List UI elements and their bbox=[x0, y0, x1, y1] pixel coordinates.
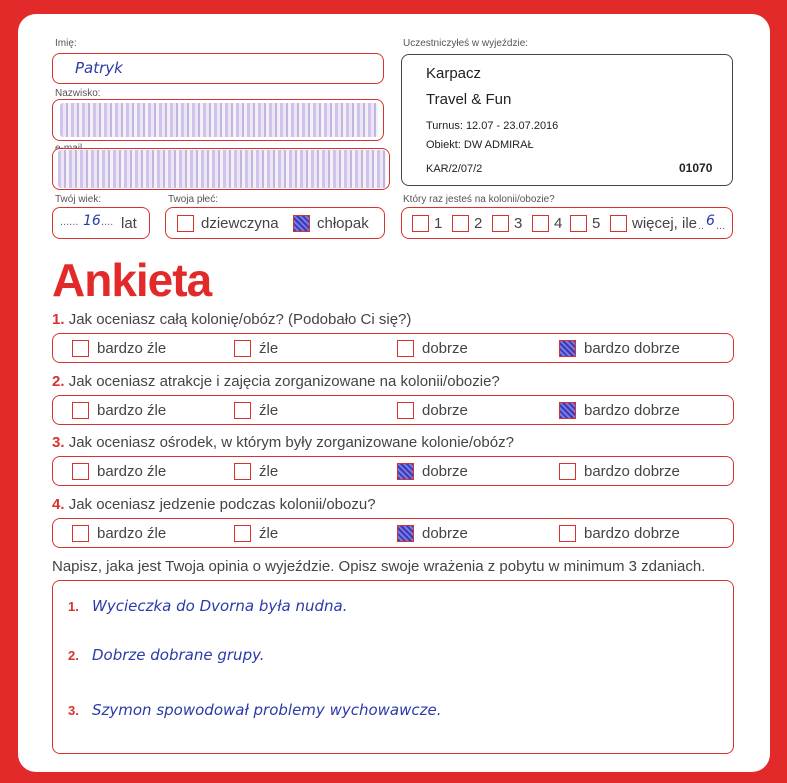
times-option-2-label: 2 bbox=[474, 215, 483, 232]
gender-male-label: chłopak bbox=[317, 215, 369, 232]
answer-4-option-2-checkbox[interactable] bbox=[234, 525, 251, 542]
surname-label: Nazwisko: bbox=[55, 88, 101, 99]
question-3 bbox=[52, 434, 514, 451]
answer-4-option-1-checkbox[interactable] bbox=[72, 525, 89, 542]
answer-3-option-1-checkbox[interactable] bbox=[72, 463, 89, 480]
age-dots-after: .... bbox=[101, 216, 114, 228]
trip-number: 01070 bbox=[679, 161, 713, 175]
answer-option-label: dobrze bbox=[422, 402, 468, 419]
redaction-email bbox=[58, 150, 386, 188]
answer-3-option-4-checkbox[interactable] bbox=[559, 463, 576, 480]
times-option-2-checkbox[interactable] bbox=[452, 215, 469, 232]
answer-4-option-4-checkbox[interactable] bbox=[559, 525, 576, 542]
opinion-prompt: Napisz, jaka jest Twoja opinia o wyjeździe. Opisz swoje wrażenia z pobytu w minimum 3 zdaniach. bbox=[52, 558, 706, 575]
answer-2-option-3-checkbox[interactable] bbox=[397, 402, 414, 419]
age-unit: lat bbox=[121, 215, 137, 232]
opinion-line-number: 1. bbox=[68, 599, 79, 614]
opinion-line-number: 2. bbox=[68, 648, 79, 663]
gender-label: Twoja płeć: bbox=[168, 194, 219, 205]
answer-option-label: bardzo źle bbox=[97, 525, 167, 542]
answer-1-option-2-checkbox[interactable] bbox=[234, 340, 251, 357]
name-label: Imię: bbox=[55, 38, 77, 49]
gender-female-checkbox[interactable] bbox=[177, 215, 194, 232]
question-number: 3. bbox=[52, 434, 65, 451]
gender-male-checkbox[interactable] bbox=[293, 215, 310, 232]
answer-option-label: źle bbox=[259, 402, 279, 419]
times-option-1-checkbox[interactable] bbox=[412, 215, 429, 232]
answer-option-label: źle bbox=[259, 525, 279, 542]
times-option-1-label: 1 bbox=[434, 215, 443, 232]
opinion-line-number: 3. bbox=[68, 703, 79, 718]
name-value: Patryk bbox=[75, 59, 123, 77]
answer-2-option-2-checkbox[interactable] bbox=[234, 402, 251, 419]
question-1 bbox=[52, 311, 411, 328]
opinion-line-2: Dobrze dobrane grupy. bbox=[92, 646, 265, 664]
answer-1-option-3-checkbox[interactable] bbox=[397, 340, 414, 357]
times-more-value: 6 bbox=[706, 213, 715, 229]
survey-title: Ankieta bbox=[52, 254, 212, 306]
answer-option-label: bardzo źle bbox=[97, 340, 167, 357]
answer-4-option-3-checkbox[interactable] bbox=[397, 525, 414, 542]
times-option-4-checkbox[interactable] bbox=[532, 215, 549, 232]
trip-obiekt: Obiekt: DW ADMIRAŁ bbox=[426, 139, 534, 151]
times-option-5-checkbox[interactable] bbox=[570, 215, 587, 232]
times-option-3-label: 3 bbox=[514, 215, 523, 232]
answer-1-option-4-checkbox[interactable] bbox=[559, 340, 576, 357]
times-more-checkbox[interactable] bbox=[610, 215, 627, 232]
question-number: 1. bbox=[52, 311, 65, 328]
question-4 bbox=[52, 496, 376, 513]
gender-female-label: dziewczyna bbox=[201, 215, 279, 232]
age-value: 16 bbox=[83, 213, 101, 229]
times-option-3-checkbox[interactable] bbox=[492, 215, 509, 232]
answer-option-label: źle bbox=[259, 463, 279, 480]
times-more-label: więcej, ile bbox=[632, 215, 698, 232]
question-text: Jak oceniasz całą kolonię/obóz? (Podobało Ci się?) bbox=[68, 311, 412, 328]
answer-option-label: dobrze bbox=[422, 463, 468, 480]
question-text: Jak oceniasz jedzenie podczas kolonii/obozu? bbox=[68, 496, 376, 513]
answer-option-label: dobrze bbox=[422, 525, 468, 542]
trip-city: Karpacz bbox=[426, 65, 482, 82]
opinion-line-3: Szymon spowodował problemy wychowawcze. bbox=[92, 701, 442, 719]
answer-3-option-2-checkbox[interactable] bbox=[234, 463, 251, 480]
question-2 bbox=[52, 373, 500, 390]
age-label: Twój wiek: bbox=[55, 194, 102, 205]
age-dots-before: ...... bbox=[60, 216, 79, 228]
answer-2-option-1-checkbox[interactable] bbox=[72, 402, 89, 419]
name-field[interactable] bbox=[52, 53, 384, 84]
question-number: 4. bbox=[52, 496, 65, 513]
question-number: 2. bbox=[52, 373, 65, 390]
answer-option-label: bardzo dobrze bbox=[584, 525, 680, 542]
answer-option-label: źle bbox=[259, 340, 279, 357]
answer-option-label: bardzo źle bbox=[97, 463, 167, 480]
opinion-line-1: Wycieczka do Dvorna była nudna. bbox=[92, 597, 348, 615]
question-text: Jak oceniasz atrakcje i zajęcia zorganizowane na kolonii/obozie? bbox=[68, 373, 500, 390]
times-option-5-label: 5 bbox=[592, 215, 601, 232]
times-label: Który raz jesteś na kolonii/obozie? bbox=[403, 194, 555, 205]
trip-turnus: Turnus: 12.07 - 23.07.2016 bbox=[426, 120, 559, 132]
times-more-dots: .. bbox=[698, 220, 705, 232]
answer-option-label: bardzo dobrze bbox=[584, 402, 680, 419]
answer-3-option-3-checkbox[interactable] bbox=[397, 463, 414, 480]
trip-code: KAR/2/07/2 bbox=[426, 163, 483, 175]
answer-option-label: bardzo źle bbox=[97, 402, 167, 419]
times-option-4-label: 4 bbox=[554, 215, 563, 232]
trip-label: Uczestniczyłeś w wyjeździe: bbox=[403, 38, 529, 49]
answer-option-label: bardzo dobrze bbox=[584, 340, 680, 357]
answer-option-label: dobrze bbox=[422, 340, 468, 357]
answer-option-label: bardzo dobrze bbox=[584, 463, 680, 480]
trip-program: Travel & Fun bbox=[426, 91, 512, 108]
question-text: Jak oceniasz ośrodek, w którym były zorganizowane kolonie/obóz? bbox=[68, 434, 514, 451]
answer-1-option-1-checkbox[interactable] bbox=[72, 340, 89, 357]
answer-2-option-4-checkbox[interactable] bbox=[559, 402, 576, 419]
redaction-surname bbox=[60, 103, 378, 137]
age-field[interactable] bbox=[52, 207, 150, 239]
trip-info-box bbox=[401, 54, 733, 186]
times-more-dots-after: ... bbox=[716, 220, 726, 232]
